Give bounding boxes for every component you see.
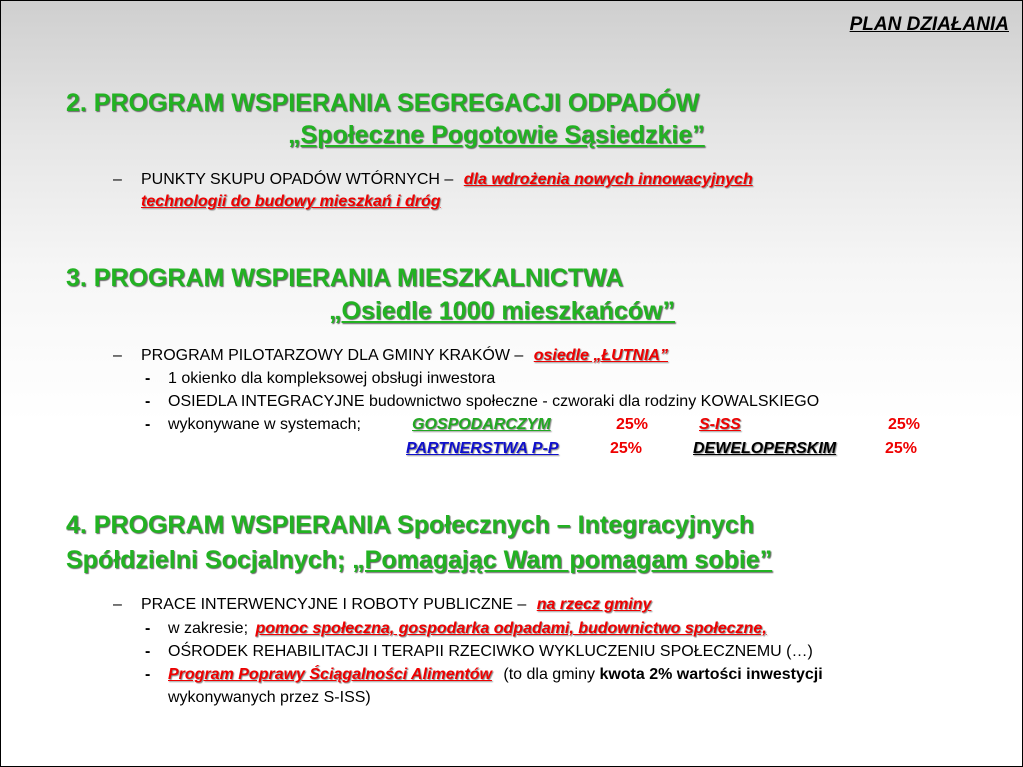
section-4-sub-3 bbox=[168, 666, 823, 684]
section-2-dash: – bbox=[113, 171, 122, 188]
section-4-bullet bbox=[141, 596, 651, 614]
section-4-motto: „Pomagając Wam pomagam sobie” bbox=[352, 546, 773, 574]
section-3-heading: 3. PROGRAM WSPIERANIA MIESZKALNICTWA bbox=[66, 264, 624, 292]
section-3-subtitle: „Osiedle 1000 mieszkańców” bbox=[329, 297, 676, 325]
section-3-bullet-red: osiedle „ŁUTNIA” bbox=[533, 347, 668, 364]
section-2-bullet bbox=[141, 171, 753, 189]
section-4-bullet-red: na rzecz gminy bbox=[536, 596, 652, 613]
section-4-sub-3-red: Program Poprawy Ściągalności Alimentów bbox=[168, 666, 492, 683]
section-2-bullet-text: PUNKTY SKUPU OPADÓW WTÓRNYCH – bbox=[141, 171, 454, 188]
section-3-sub-3: wykonywane w systemach; bbox=[168, 416, 361, 433]
section-4-dash: – bbox=[113, 596, 122, 613]
section-4-heading: 4. PROGRAM WSPIERANIA Społecznych – Integracyjnych bbox=[66, 511, 755, 539]
section-4-sub-marker-2: - bbox=[145, 643, 151, 660]
system-gospodarczym-percent: 25% bbox=[616, 416, 649, 433]
system-deweloperskim-percent: 25% bbox=[885, 440, 918, 457]
section-4-sub-2: OŚRODEK REHABILITACJI I TERAPII RZECIWKO WYKLUCZENIU SPOŁECZNEMU (…) bbox=[168, 643, 813, 660]
section-4-sub-1-red: pomoc społeczna, gospodarka odpadami, budownictwo społeczne, bbox=[255, 620, 767, 637]
system-deweloperskim: DEWELOPERSKIM bbox=[693, 440, 837, 457]
section-2-bullet-red-2: technologii do budowy mieszkań i dróg bbox=[141, 193, 441, 210]
section-4-sub-3-line-2: wykonywanych przez S-ISS) bbox=[168, 689, 371, 706]
section-2-heading: 2. PROGRAM WSPIERANIA SEGREGACJI ODPADÓW bbox=[66, 89, 700, 117]
section-4-bullet-text: PRACE INTERWENCYJNE I ROBOTY PUBLICZNE – bbox=[141, 596, 527, 613]
section-4-sub-3-text: (to dla gminy bbox=[503, 666, 595, 683]
system-partnerstwa: PARTNERSTWA P-P bbox=[406, 440, 559, 457]
section-3-sub-2: OSIEDLA INTEGRACYJNE budownictwo społeczne - czworaki dla rodziny KOWALSKIEGO bbox=[168, 393, 820, 410]
section-3-sub-marker-3: - bbox=[145, 416, 151, 433]
section-3-sub-marker-2: - bbox=[145, 393, 151, 410]
section-2-bullet-line-2 bbox=[141, 193, 441, 211]
section-3-sub-1: 1 okienko dla kompleksowej obsługi inwestora bbox=[168, 370, 496, 387]
section-4-heading-line-2 bbox=[66, 546, 772, 575]
section-4-sub-1-text: w zakresie; bbox=[168, 620, 249, 637]
slide-corner-title: PLAN DZIAŁANIA bbox=[849, 14, 1009, 35]
section-4-sub-marker-1: - bbox=[145, 620, 151, 637]
section-2-bullet-red-1: dla wdrożenia nowych innowacyjnych bbox=[463, 171, 753, 188]
section-3-bullet-text: PROGRAM PILOTARZOWY DLA GMINY KRAKÓW – bbox=[141, 347, 524, 364]
section-3-sub-marker-1: - bbox=[145, 370, 151, 387]
section-2-subtitle: „Społeczne Pogotowie Sąsiedzkie” bbox=[288, 121, 705, 149]
section-4-sub-1 bbox=[168, 620, 767, 638]
section-3-dash: – bbox=[113, 347, 122, 364]
system-partnerstwa-percent: 25% bbox=[610, 440, 643, 457]
system-s-iss-percent: 25% bbox=[888, 416, 921, 433]
system-s-iss: S-ISS bbox=[699, 416, 741, 433]
system-gospodarczym: GOSPODARCZYM bbox=[412, 416, 551, 433]
section-4-sub-marker-3: - bbox=[145, 666, 151, 683]
section-4-heading-line-2-text: Spółdzielni Socjalnych; bbox=[66, 546, 353, 574]
section-3-bullet bbox=[141, 347, 668, 365]
section-4-sub-3-bold: kwota 2% wartości inwestycji bbox=[599, 666, 823, 683]
